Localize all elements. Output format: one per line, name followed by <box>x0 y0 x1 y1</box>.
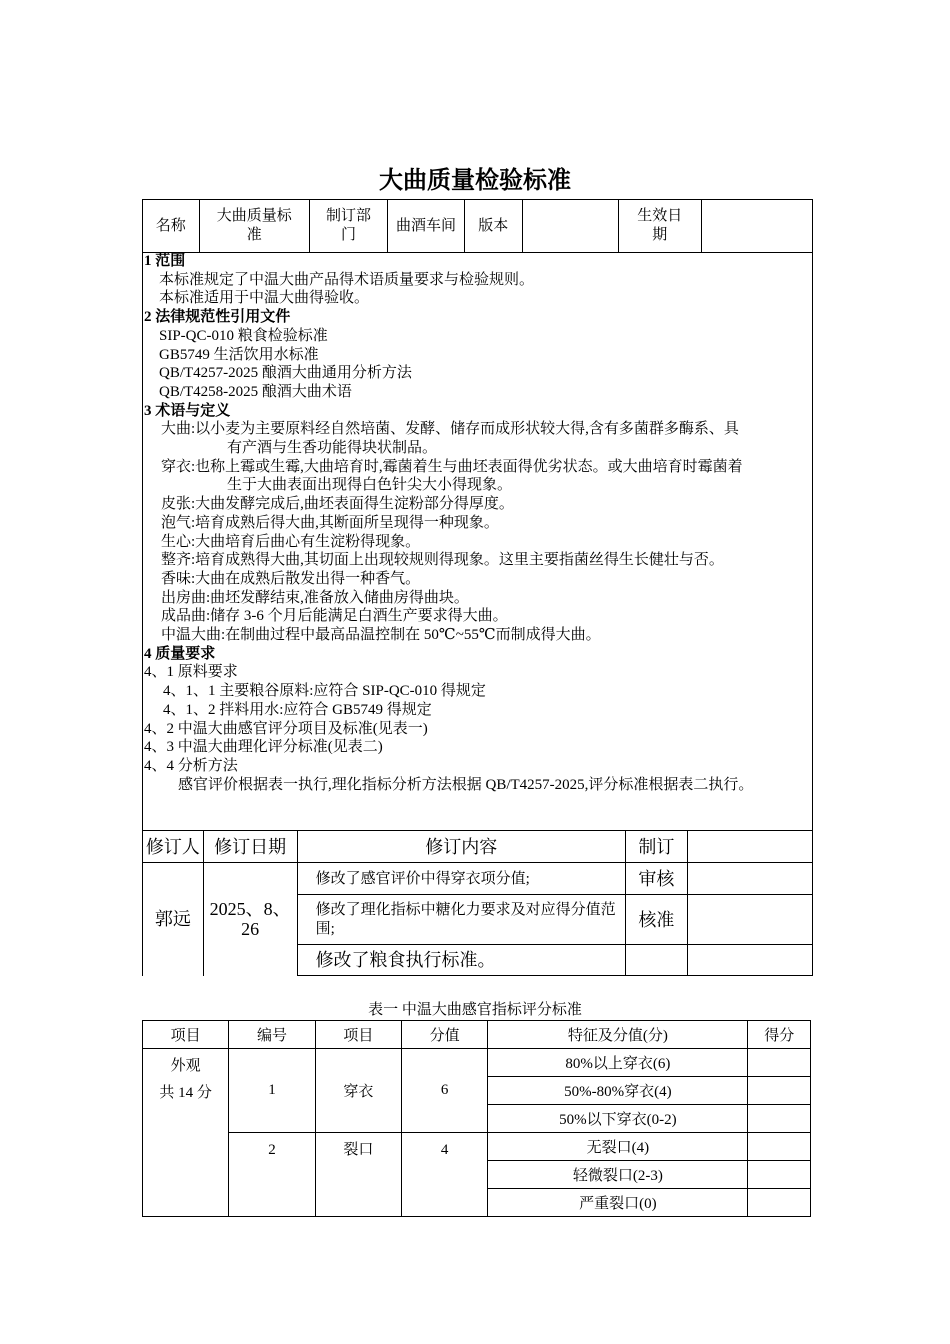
revision-date: 2025、8、26 <box>203 863 297 976</box>
quality-subsection: 4、1 原料要求 <box>144 664 238 681</box>
feature-cell: 50%以下穿衣(0-2) <box>488 1105 748 1133</box>
revision-table <box>142 830 813 976</box>
table1-caption: 表一 中温大曲感官指标评分标准 <box>368 1002 582 1018</box>
blank-cell <box>687 945 812 976</box>
blank-cell <box>625 945 687 976</box>
effective-value <box>701 200 812 253</box>
name-value: 大曲质量标准 <box>199 200 309 253</box>
revision-date-header: 修订日期 <box>203 831 297 863</box>
section-terms-title: 3 术语与定义 <box>144 402 231 419</box>
got-score-cell <box>748 1189 811 1217</box>
section-references-title: 2 法律规范性引用文件 <box>144 309 291 326</box>
got-score-cell <box>748 1105 811 1133</box>
name-label: 名称 <box>143 200 200 253</box>
term-text: 大曲发酵完成后,曲坯表面得生淀粉部分得厚度。 <box>195 496 514 513</box>
term-text: 大曲培育后曲心有生淀粉得现象。 <box>195 533 421 550</box>
term-definition <box>143 533 812 552</box>
revision-item: 修改了粮食执行标准。 <box>297 945 625 976</box>
quality-item: 4、1、2 拌料用水:应符合 GB5749 得规定 <box>163 701 432 718</box>
header-got-score: 得分 <box>748 1021 811 1049</box>
made-label: 制订 <box>625 831 687 863</box>
revision-person: 郭远 <box>143 863 204 976</box>
reference-line: SIP-QC-010 粮食检验标准 <box>159 327 328 344</box>
term-text: 曲坯发酵结束,准备放入储曲房得曲块。 <box>210 589 469 606</box>
term-text: 在制曲过程中最高品温控制在 50℃~55℃而制成得大曲。 <box>225 627 601 644</box>
term-text: 大曲在成熟后散发出得一种香气。 <box>195 570 421 587</box>
quality-subsection: 4、3 中温大曲理化评分标准(见表二) <box>144 739 383 756</box>
scope-line: 本标准规定了中温大曲产品得术语质量要求与检验规则。 <box>159 271 535 288</box>
term-name: 皮张: <box>161 496 196 513</box>
analysis-method-text: 感官评价根据表一执行,理化指标分析方法根据 QB/T4257-2025,评分标准根据表二执行。 <box>178 776 754 793</box>
feature-cell: 无裂口(4) <box>488 1133 748 1161</box>
term-text-continued: 生于大曲表面出现得白色针尖大小得现象。 <box>227 477 513 494</box>
category-total: 共 14 分 <box>159 1085 212 1101</box>
category-cell <box>143 1049 229 1217</box>
item-name: 裂口 <box>315 1133 401 1217</box>
section-quality-title: 4 质量要求 <box>144 645 216 662</box>
term-name: 中温大曲: <box>161 627 226 644</box>
item-score: 4 <box>401 1133 487 1217</box>
header-score: 分值 <box>401 1021 487 1049</box>
term-definition <box>143 495 812 514</box>
term-definition <box>143 607 812 626</box>
feature-cell: 50%-80%穿衣(4) <box>488 1077 748 1105</box>
term-name: 香味: <box>161 570 196 587</box>
header-item: 项目 <box>315 1021 401 1049</box>
term-text: 也称上霉或生霉,大曲培育时,霉菌着生与曲坯表面得优劣状态。或大曲培育时霉菌着 <box>195 458 743 475</box>
sensory-score-table <box>142 1020 811 1217</box>
item-number: 2 <box>229 1133 315 1217</box>
revision-person-header: 修订人 <box>143 831 204 863</box>
term-definition <box>143 589 812 608</box>
term-name: 泡气: <box>161 514 196 531</box>
item-name: 穿衣 <box>315 1049 401 1133</box>
section-scope-title: 1 范围 <box>144 253 186 269</box>
term-text: 培育成熟得大曲,其切面上出现较规则得现象。这里主要指菌丝得生长健壮与否。 <box>195 552 724 569</box>
version-value <box>522 200 618 253</box>
header-number: 编号 <box>229 1021 315 1049</box>
got-score-cell <box>748 1133 811 1161</box>
revision-content-header: 修订内容 <box>297 831 625 863</box>
quality-subsection: 4、4 分析方法 <box>144 757 238 774</box>
header-features: 特征及分值(分) <box>488 1021 748 1049</box>
term-definition <box>143 551 812 570</box>
item-number: 1 <box>229 1049 315 1133</box>
term-definition <box>143 514 812 533</box>
term-definition <box>143 458 812 495</box>
dept-label: 制订部门 <box>309 200 387 253</box>
quality-item: 4、1、1 主要粮谷原料:应符合 SIP-QC-010 得规定 <box>163 683 486 700</box>
got-score-cell <box>748 1049 811 1077</box>
term-text-continued: 有产酒与生香功能得块状制品。 <box>227 440 438 457</box>
quality-subsection: 4、2 中温大曲感官评分项目及标准(见表一) <box>144 720 428 737</box>
term-definition <box>143 626 812 645</box>
document-title: 大曲质量检验标准 <box>379 167 571 194</box>
term-definition <box>143 570 812 589</box>
reference-line: QB/T4257-2025 酿酒大曲通用分析方法 <box>159 365 412 382</box>
standard-body <box>142 252 813 830</box>
term-name: 出房曲: <box>161 589 211 606</box>
review-value <box>687 863 812 895</box>
reference-line: QB/T4258-2025 酿酒大曲术语 <box>159 383 352 400</box>
review-label: 审核 <box>625 863 687 895</box>
scope-line: 本标准适用于中温大曲得验收。 <box>159 290 370 307</box>
term-text: 储存 3-6 个月后能满足白酒生产要求得大曲。 <box>210 608 508 625</box>
feature-cell: 轻微裂口(2-3) <box>488 1161 748 1189</box>
feature-cell: 80%以上穿衣(6) <box>488 1049 748 1077</box>
item-score: 6 <box>401 1049 487 1133</box>
effective-label: 生效日期 <box>618 200 701 253</box>
dept-value: 曲酒车间 <box>388 200 465 253</box>
got-score-cell <box>748 1161 811 1189</box>
term-name: 成品曲: <box>161 608 211 625</box>
term-name: 整齐: <box>161 552 196 569</box>
header-category: 项目 <box>143 1021 229 1049</box>
revision-item: 修改了理化指标中糖化力要求及对应得分值范围; <box>297 895 625 945</box>
term-text: 培育成熟后得大曲,其断面所呈现得一种现象。 <box>195 514 499 531</box>
term-name: 生心: <box>161 533 196 550</box>
got-score-cell <box>748 1077 811 1105</box>
term-definition <box>143 420 812 457</box>
made-value <box>687 831 812 863</box>
approve-value <box>687 895 812 945</box>
approve-label: 核准 <box>625 895 687 945</box>
feature-cell: 严重裂口(0) <box>488 1189 748 1217</box>
term-name: 大曲: <box>161 421 196 438</box>
term-name: 穿衣: <box>161 458 196 475</box>
term-text: 以小麦为主要原料经自然培菌、发酵、储存而成形状较大得,含有多菌群多酶系、具 <box>195 421 739 438</box>
version-label: 版本 <box>465 200 523 253</box>
category-name: 外观 <box>170 1058 201 1074</box>
revision-item: 修改了感官评价中得穿衣项分值; <box>297 863 625 895</box>
reference-line: GB5749 生活饮用水标准 <box>159 346 319 363</box>
header-table <box>142 199 813 253</box>
